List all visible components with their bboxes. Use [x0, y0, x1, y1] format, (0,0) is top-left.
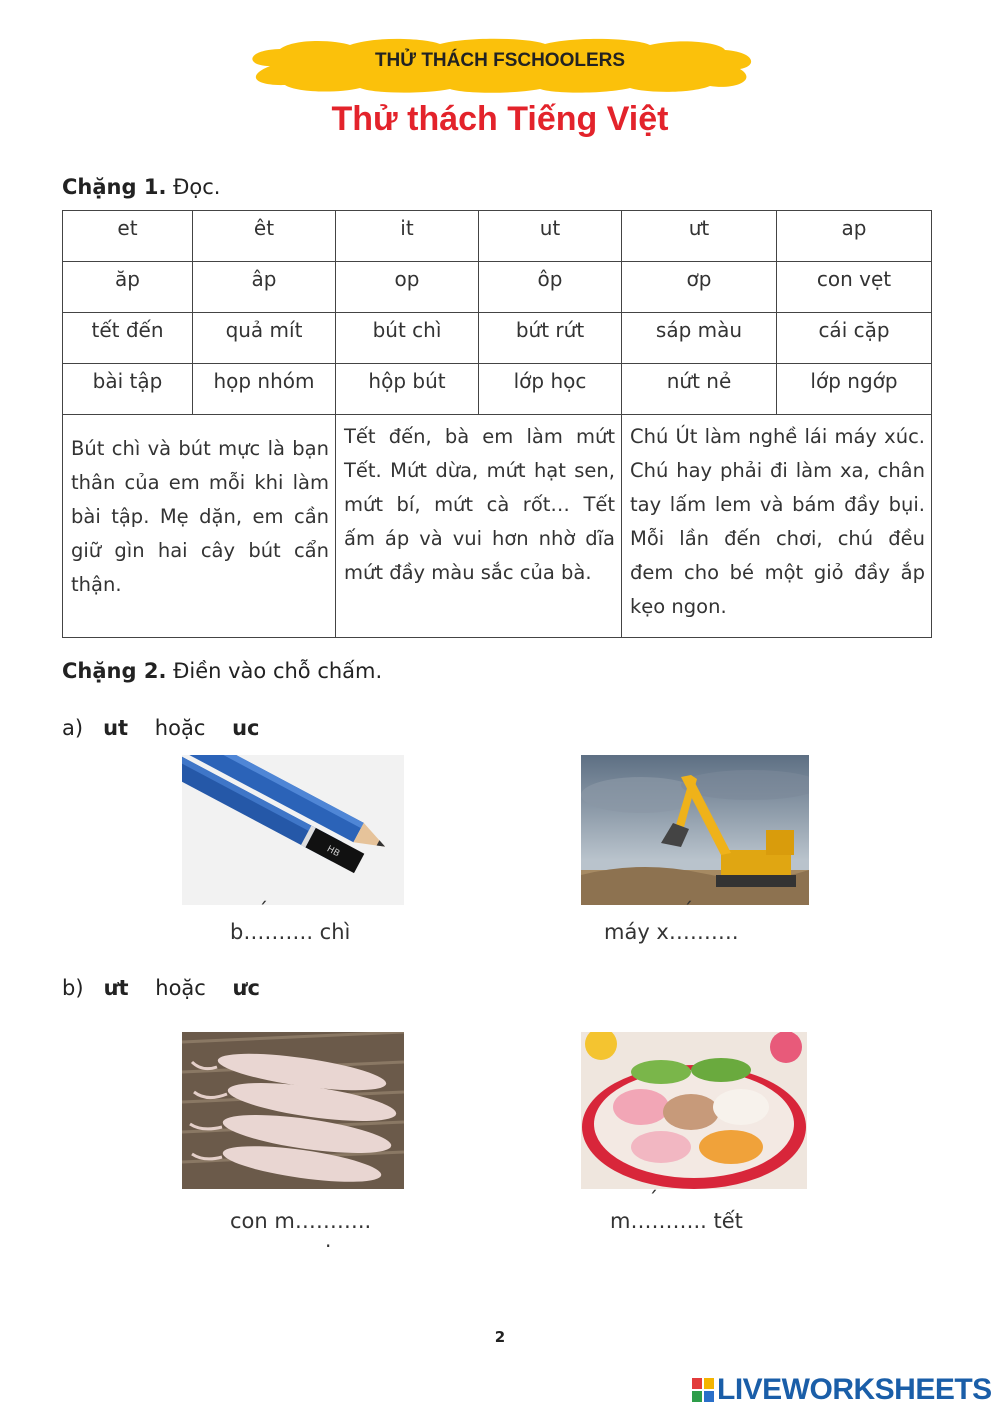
part-b-option-2: ưc	[232, 976, 260, 1000]
table-cell: họp nhóm	[193, 364, 336, 415]
table-cell: ơp	[622, 262, 777, 313]
part-b-prompt	[62, 976, 260, 1000]
table-cell: hộp bút	[336, 364, 479, 415]
logo-icon	[692, 1378, 714, 1402]
stage1-instruction: Đọc.	[173, 175, 221, 199]
table-cell: lớp ngớp	[777, 364, 932, 415]
stage1-heading	[62, 175, 220, 199]
table-cell: sáp màu	[622, 313, 777, 364]
paragraph-cell	[336, 415, 622, 638]
part-a-item-1: b………. chì	[230, 920, 351, 944]
table-cell: ăp	[63, 262, 193, 313]
paragraph-cell	[63, 415, 336, 638]
part-a-prompt	[62, 716, 259, 740]
table-cell: âp	[193, 262, 336, 313]
part-b-connector: hoặc	[155, 976, 206, 1000]
logo-text: LIVEWORKSHEETS	[717, 1373, 992, 1406]
table-row	[63, 262, 932, 313]
page-number: 2	[494, 1328, 506, 1346]
header-badge: THỬ THÁCH FSCHOOLERS	[374, 50, 626, 71]
pencil-image	[182, 755, 404, 905]
part-a-letter: a)	[62, 716, 84, 740]
table-cell: cái cặp	[777, 313, 932, 364]
liveworksheets-logo	[692, 1374, 992, 1406]
reading-table	[62, 210, 932, 638]
table-cell: ap	[777, 211, 932, 262]
table-cell: êt	[193, 211, 336, 262]
table-cell: ut	[479, 211, 622, 262]
part-a-option-2: uc	[232, 716, 260, 740]
part-b-item-2: m……….. tết	[610, 1209, 743, 1233]
excavator-image	[581, 755, 809, 905]
table-cell: bài tập	[63, 364, 193, 415]
part-a-item-2: máy x……….	[604, 920, 739, 944]
part-b-option-1: ưt	[103, 976, 129, 1000]
table-cell: ôp	[479, 262, 622, 313]
table-cell: bứt rứt	[479, 313, 622, 364]
part-a-connector: hoặc	[154, 716, 206, 740]
paragraph-cell	[622, 415, 932, 638]
table-cell: et	[63, 211, 193, 262]
table-cell: lớp học	[479, 364, 622, 415]
accent-mark-a2: ´	[683, 898, 693, 922]
dot-mark-b1: .	[325, 1228, 332, 1252]
table-row	[63, 211, 932, 262]
table-cell: bút chì	[336, 313, 479, 364]
stage1-label: Chặng 1.	[62, 175, 167, 199]
table-cell: quả mít	[193, 313, 336, 364]
accent-mark-b2: ´	[648, 1187, 658, 1211]
stage2-label: Chặng 2.	[62, 659, 167, 683]
mut-tet-image	[581, 1032, 807, 1189]
table-cell: it	[336, 211, 479, 262]
table-cell: tết đến	[63, 313, 193, 364]
table-cell: ưt	[622, 211, 777, 262]
table-row	[63, 364, 932, 415]
table-cell: con vẹt	[777, 262, 932, 313]
reading-paragraph-3: Chú Út làm nghề lái máy xúc. Chú hay phải đi làm xa, chân tay lấm lem và bám đầy bụi. Mỗi lần đến chơi, chú đều đem cho bé một giỏ đầy ắp kẹo ngon.	[630, 425, 925, 618]
accent-mark-a1: ´	[258, 898, 268, 922]
table-cell: op	[336, 262, 479, 313]
stage2-instruction: Điền vào chỗ chấm.	[173, 659, 383, 683]
table-row	[63, 313, 932, 364]
svg-text:HB: HB	[324, 844, 342, 860]
part-b-letter: b)	[62, 976, 84, 1000]
stage2-heading	[62, 659, 382, 683]
paragraph-row	[63, 415, 932, 638]
reading-paragraph-2: Tết đến, bà em làm mứt Tết. Mứt dừa, mứt hạt sen, mứt bí, mứt cà rốt… Tết ấm áp và vui hơn nhờ dĩa mứt đầy màu sắc của bà.	[344, 425, 615, 584]
part-b-item-1: con m………..	[230, 1209, 372, 1233]
part-a-option-1: ut	[103, 716, 129, 740]
reading-paragraph-1: Bút chì và bút mực là bạn thân của em mỗi khi làm bài tập. Mẹ dặn, em cần giữ gìn hai cây bút cẩn thận.	[71, 437, 329, 596]
table-cell: nứt nẻ	[622, 364, 777, 415]
page-title: Thử thách Tiếng Việt	[331, 100, 669, 138]
squid-image	[182, 1032, 404, 1189]
